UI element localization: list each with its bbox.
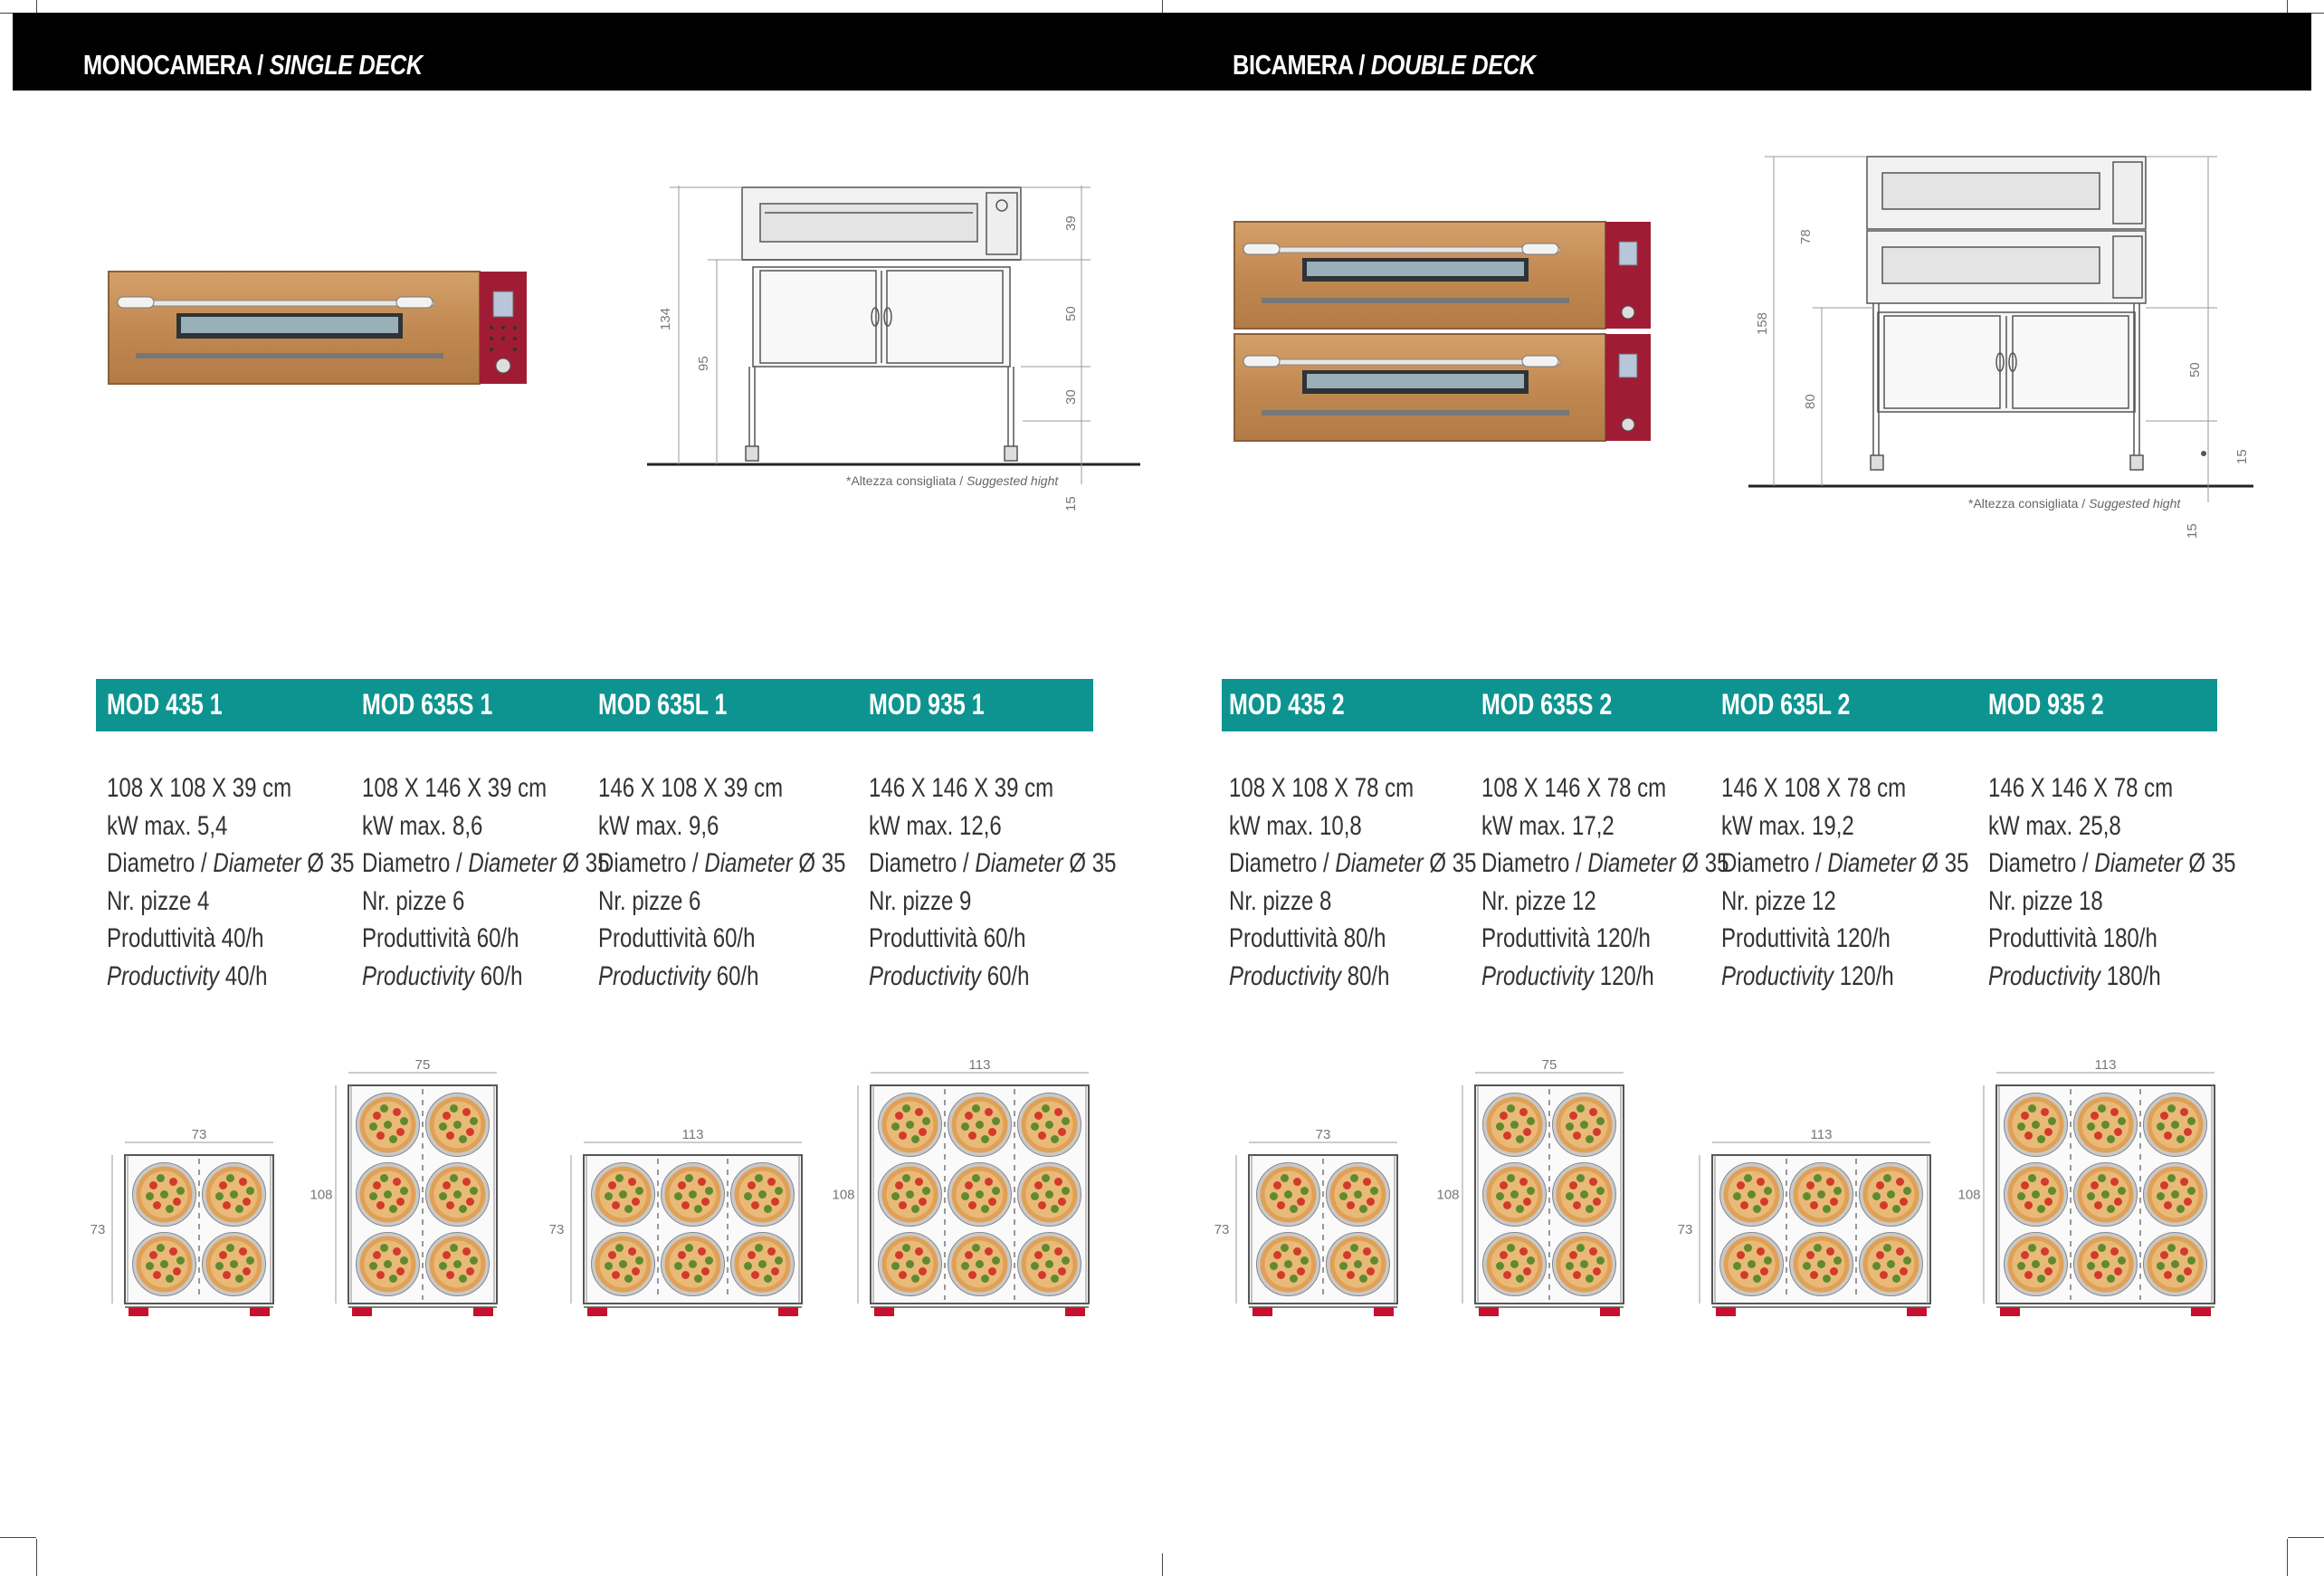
pizza: [1720, 1233, 1784, 1296]
pizza: [1860, 1163, 1923, 1227]
pizza: [879, 1163, 942, 1227]
spec-pizze: Nr. pizze 18: [1988, 885, 2103, 916]
double-dim-deck: 78: [1798, 229, 1814, 244]
tray-height-label: 108: [1436, 1187, 1460, 1203]
pizza: [1553, 1233, 1616, 1296]
spec-size: 108 X 146 X 78 cm: [1481, 773, 1667, 803]
pizza: [2005, 1094, 2068, 1157]
single-dim-leg: 30: [1063, 389, 1079, 405]
spec-pizze: Nr. pizze 12: [1721, 885, 1836, 916]
double-dim-stand: 80: [1803, 394, 1818, 409]
tray-width-label: 73: [191, 1127, 207, 1142]
spec-kw: kW max. 10,8: [1229, 810, 1362, 841]
spec-productivity: Productivity 80/h: [1229, 960, 1390, 991]
crop-mark: [1162, 1553, 1163, 1576]
spec-productivity: Productivity 60/h: [869, 960, 1030, 991]
pizza: [2074, 1233, 2138, 1296]
spec-produttivita: Produttività 60/h: [362, 923, 519, 953]
pizza: [1860, 1233, 1923, 1296]
spec-pizze: Nr. pizze 12: [1481, 885, 1596, 916]
double-dim-floor: 15: [2234, 449, 2250, 464]
pizza: [2005, 1163, 2068, 1227]
spec-size: 146 X 146 X 39 cm: [869, 773, 1054, 803]
pizza: [1483, 1163, 1547, 1227]
right-header-band: [1162, 13, 2311, 91]
tray-width-label: 75: [414, 1057, 431, 1073]
crop-mark: [2287, 0, 2288, 13]
spec-produttivita: Produttività 60/h: [869, 923, 1026, 953]
tray-width-label: 73: [1315, 1127, 1331, 1142]
tray-height-label: 73: [1677, 1222, 1693, 1237]
model-name: MOD 935 2: [1988, 688, 2104, 721]
spec-productivity: Productivity 60/h: [362, 960, 523, 991]
spec-diameter: Diametro / Diameter Ø 35: [1229, 848, 1477, 878]
double-dim-floor2: 15: [2185, 523, 2200, 539]
single-dim-floor: 15: [1063, 496, 1079, 511]
pizza: [1553, 1094, 1616, 1157]
pizza: [1790, 1233, 1853, 1296]
double-dim-total: 158: [1755, 311, 1770, 335]
left-header-title: MONOCAMERA / SINGLE DECK: [83, 49, 423, 81]
spec-kw: kW max. 17,2: [1481, 810, 1614, 841]
tray-width-label: 113: [968, 1057, 991, 1073]
pizza: [1483, 1233, 1547, 1296]
pizza-tray-diagram: [834, 1049, 1107, 1331]
tray-height-label: 73: [1214, 1222, 1230, 1237]
model-name: MOD 635L 2: [1721, 688, 1851, 721]
single-oven-image: [109, 270, 527, 386]
spec-size: 108 X 108 X 39 cm: [107, 773, 292, 803]
spec-size: 146 X 108 X 78 cm: [1721, 773, 1907, 803]
pizza: [2144, 1094, 2207, 1157]
spec-kw: kW max. 8,6: [362, 810, 483, 841]
pizza: [592, 1163, 655, 1227]
pizza: [948, 1233, 1012, 1296]
spec-kw: kW max. 9,6: [598, 810, 719, 841]
model-specs: [869, 769, 1116, 995]
pizza: [1553, 1163, 1616, 1227]
model-name: MOD 635S 1: [362, 688, 493, 721]
pizza: [2074, 1163, 2138, 1227]
crop-mark: [1162, 0, 1163, 13]
left-header-band: [13, 13, 1162, 91]
spec-pizze: Nr. pizze 6: [598, 885, 701, 916]
tray-width-label: 113: [2094, 1057, 2117, 1073]
pizza: [948, 1094, 1012, 1157]
spec-diameter: Diametro / Diameter Ø 35: [869, 848, 1117, 878]
single-dim-total: 134: [658, 307, 673, 330]
tray-width-label: 113: [1810, 1127, 1833, 1142]
spec-pizze: Nr. pizze 4: [107, 885, 210, 916]
crop-mark: [36, 0, 37, 13]
model-name: MOD 435 1: [107, 688, 223, 721]
pizza: [1257, 1163, 1320, 1227]
spec-size: 146 X 146 X 78 cm: [1988, 773, 2174, 803]
tray-width-label: 75: [1541, 1057, 1557, 1073]
spec-productivity: Productivity 60/h: [598, 960, 759, 991]
single-dim-stand: 95: [696, 356, 711, 371]
double-oven-drawing: [1747, 149, 2290, 548]
spec-productivity: Productivity 180/h: [1988, 960, 2161, 991]
model-specs: [1988, 769, 2235, 995]
pizza: [2144, 1233, 2207, 1296]
pizza: [1720, 1163, 1784, 1227]
pizza-tray-diagram: [1676, 1119, 1948, 1331]
spec-produttivita: Produttività 120/h: [1721, 923, 1891, 953]
spec-diameter: Diametro / Diameter Ø 35: [107, 848, 355, 878]
pizza: [203, 1233, 266, 1296]
spec-size: 108 X 108 X 78 cm: [1229, 773, 1414, 803]
spec-produttivita: Produttività 80/h: [1229, 923, 1386, 953]
spec-size: 146 X 108 X 39 cm: [598, 773, 784, 803]
pizza-tray-diagram: [1213, 1119, 1415, 1331]
pizza: [2074, 1094, 2138, 1157]
pizza: [426, 1233, 490, 1296]
pizza: [1483, 1094, 1547, 1157]
spec-kw: kW max. 25,8: [1988, 810, 2121, 841]
double-height-note: *Altezza consigliata / Suggested hight: [1968, 496, 2181, 511]
pizza: [1790, 1163, 1853, 1227]
spec-diameter: Diametro / Diameter Ø 35: [1988, 848, 2236, 878]
spec-pizze: Nr. pizze 6: [362, 885, 465, 916]
tray-width-label: 113: [681, 1127, 704, 1142]
spec-diameter: Diametro / Diameter Ø 35: [1481, 848, 1729, 878]
right-header-title: BICAMERA / DOUBLE DECK: [1233, 49, 1536, 81]
spec-produttivita: Produttività 60/h: [598, 923, 756, 953]
pizza: [2005, 1233, 2068, 1296]
pizza: [1327, 1163, 1390, 1227]
crop-mark: [2288, 1537, 2324, 1538]
pizza: [1327, 1233, 1390, 1296]
pizza-tray-diagram: [312, 1049, 515, 1331]
model-specs: [1721, 769, 1968, 995]
spec-kw: kW max. 5,4: [107, 810, 228, 841]
pizza: [357, 1163, 420, 1227]
pizza: [2144, 1163, 2207, 1227]
model-name: MOD 935 1: [869, 688, 985, 721]
crop-mark: [0, 1537, 36, 1538]
spec-kw: kW max. 12,6: [869, 810, 1002, 841]
crop-mark: [36, 1539, 37, 1576]
model-name: MOD 635L 1: [598, 688, 728, 721]
pizza: [948, 1163, 1012, 1227]
pizza: [1257, 1233, 1320, 1296]
pizza: [357, 1094, 420, 1157]
pizza: [1018, 1163, 1081, 1227]
spec-diameter: Diametro / Diameter Ø 35: [362, 848, 610, 878]
pizza-tray-diagram: [548, 1119, 820, 1331]
double-dim-door: 50: [2187, 362, 2203, 377]
crop-mark: [2287, 1539, 2288, 1576]
pizza-tray-diagram: [1957, 1049, 2233, 1331]
spec-produttivita: Produttività 180/h: [1988, 923, 2157, 953]
spec-pizze: Nr. pizze 8: [1229, 885, 1332, 916]
pizza: [203, 1163, 266, 1227]
pizza: [592, 1233, 655, 1296]
spec-diameter: Diametro / Diameter Ø 35: [598, 848, 846, 878]
tray-height-label: 73: [90, 1222, 106, 1237]
double-oven-image: [1234, 220, 1651, 443]
pizza: [662, 1163, 725, 1227]
pizza: [1018, 1094, 1081, 1157]
tray-height-label: 108: [310, 1187, 333, 1203]
pizza: [426, 1094, 490, 1157]
model-specs: [1229, 769, 1476, 995]
spec-productivity: Productivity 120/h: [1721, 960, 1894, 991]
single-height-note: *Altezza consigliata / Suggested hight: [846, 473, 1059, 488]
pizza: [662, 1233, 725, 1296]
spec-size: 108 X 146 X 39 cm: [362, 773, 548, 803]
spec-productivity: Productivity 120/h: [1481, 960, 1654, 991]
spec-productivity: Productivity 40/h: [107, 960, 268, 991]
pizza: [731, 1233, 795, 1296]
pizza: [1018, 1233, 1081, 1296]
spec-pizze: Nr. pizze 9: [869, 885, 972, 916]
tray-height-label: 108: [832, 1187, 855, 1203]
pizza: [133, 1163, 196, 1227]
pizza-tray-diagram: [1436, 1049, 1642, 1331]
pizza: [426, 1163, 490, 1227]
tray-height-label: 73: [548, 1222, 565, 1237]
pizza: [879, 1094, 942, 1157]
model-specs: [598, 769, 845, 995]
model-specs: [362, 769, 609, 995]
spec-diameter: Diametro / Diameter Ø 35: [1721, 848, 1969, 878]
model-name: MOD 635S 2: [1481, 688, 1613, 721]
single-dim-deck: 39: [1063, 215, 1079, 231]
spec-produttivita: Produttività 40/h: [107, 923, 264, 953]
single-dim-door: 50: [1063, 306, 1079, 321]
model-specs: [1481, 769, 1729, 995]
model-specs: [107, 769, 354, 995]
pizza: [731, 1163, 795, 1227]
model-name: MOD 435 2: [1229, 688, 1345, 721]
pizza: [133, 1233, 196, 1296]
pizza: [879, 1233, 942, 1296]
pizza: [357, 1233, 420, 1296]
spec-kw: kW max. 19,2: [1721, 810, 1854, 841]
tray-height-label: 108: [1957, 1187, 1981, 1203]
spec-produttivita: Produttività 120/h: [1481, 923, 1651, 953]
pizza-tray-diagram: [89, 1119, 291, 1331]
